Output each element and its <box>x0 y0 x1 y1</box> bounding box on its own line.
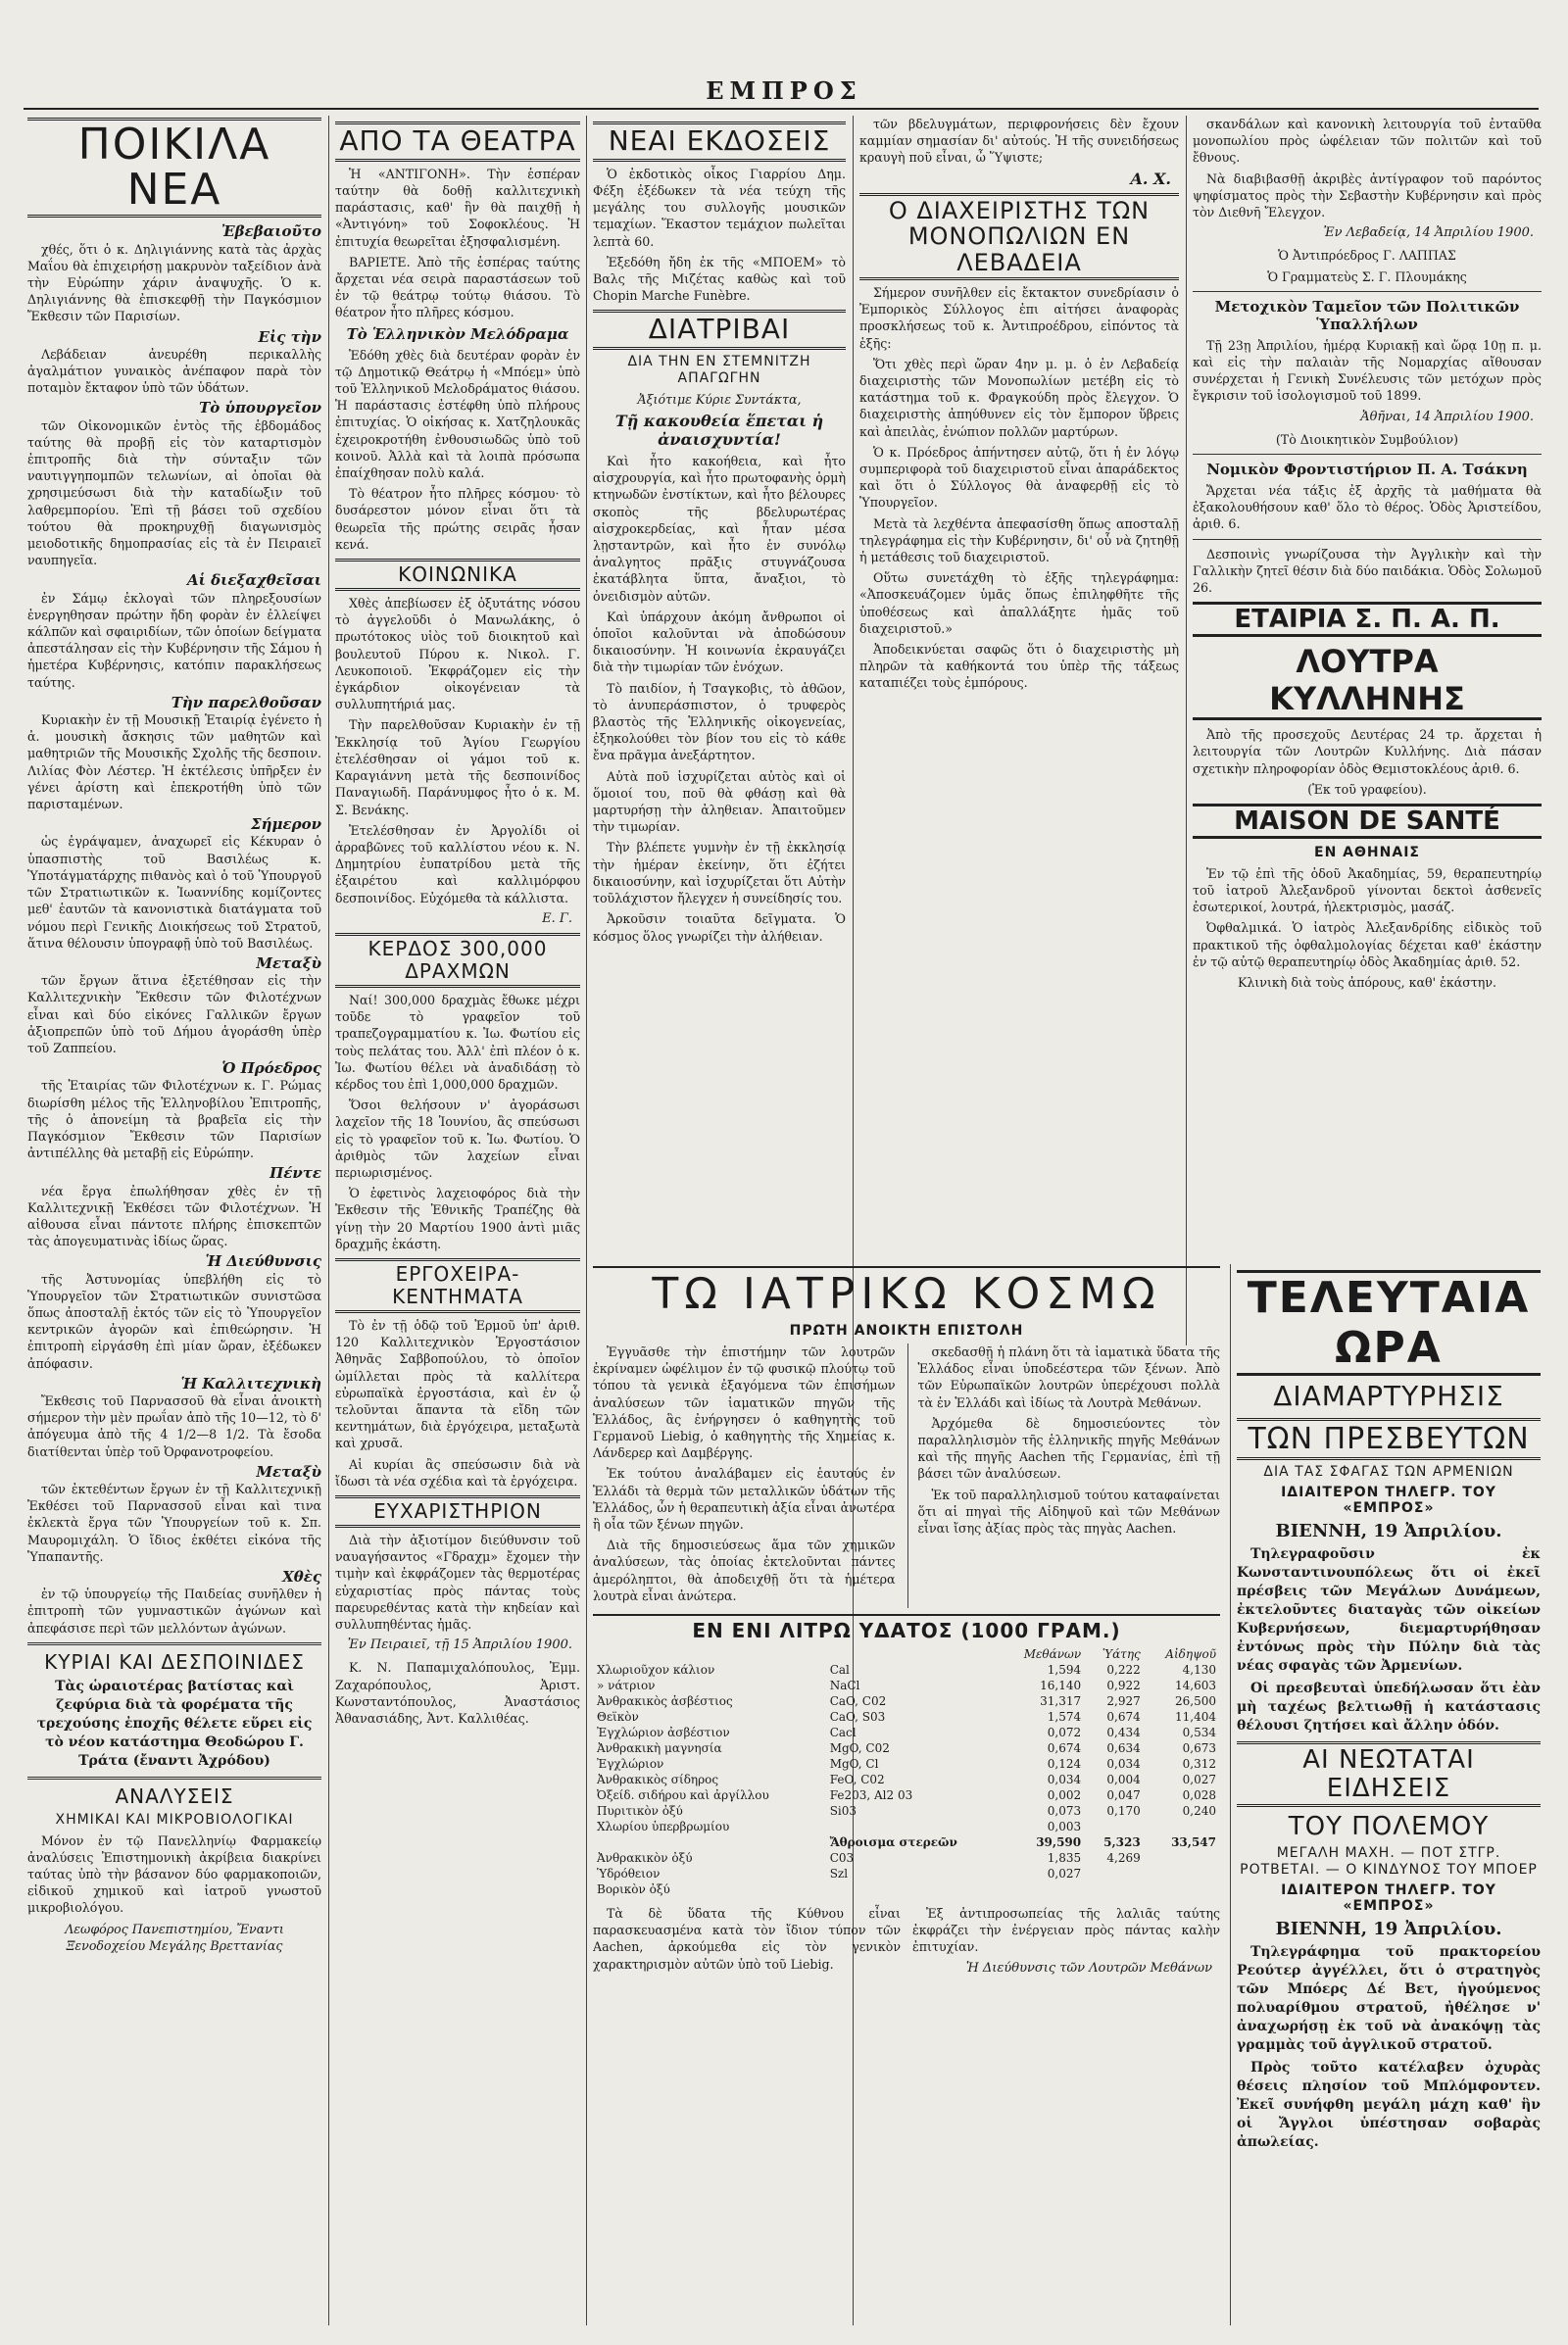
section-heading: ΑΠΟ ΤΑ ΘΕΑΤΡΑ <box>335 122 580 162</box>
section-banner: ΑΙ ΝΕΩΤΑΤΑΙ ΕΙΔΗΣΕΙΣ <box>1237 1741 1541 1807</box>
table-cell: 0,534 <box>1182 1726 1216 1740</box>
table-cell: 0,034 <box>1106 1757 1141 1772</box>
article-paragraph: Ἐκ τοῦ παραλληλισμοῦ τούτου καταφαίνεται ὅτι αἱ πηγαὶ τῆς Αἰδηψοῦ καὶ τῶν Μεθάνων εἶναι ἴσης ἀξίας πρὸς τὰς πηγὰς Aachen. <box>917 1487 1220 1537</box>
table-cell: 0,047 <box>1106 1788 1141 1803</box>
ad-banner: ΛΟΥΤΡΑ ΚΥΛΛΗΝΗΣ <box>1193 643 1542 720</box>
table-row <box>593 1850 1220 1866</box>
article-paragraph: Χθὲς ἀπεβίωσεν ἐξ ὀξυτάτης νόσου τὸ ἀγγελοῦδι ὁ Μανωλάκης, ὁ πρωτότοκος υἱὸς τοῦ διοικητοῦ καὶ βουλευτοῦ Πύρου κ. Νικολ. Γ. Λευκοποιοῦ. Ἐκφράζομεν εἰς τὴν ἐγκάρδιον οἰκογένειαν τὰ συλλυπητήριά μας. <box>335 596 580 712</box>
table-cell: » νάτριον <box>597 1679 656 1693</box>
table-cell: Ὀξείδ. σιδήρου καὶ ἀργίλλου <box>597 1788 769 1803</box>
table-cell: 0,922 <box>1106 1679 1141 1693</box>
news-item: Τὴν παρελθοῦσαν Κυριακὴν ἐν τῇ Μουσικῇ Ἑταιρίᾳ ἐγένετο ἡ ἀ. μουσικὴ ἄσκησις τῶν μαθητῶν καὶ μαθητριῶν τῆς Μουσικῆς Σχολῆς τῆς δεσποιν. Λιλίας Φὸν Λέστερ. Ἡ ἐκτέλεσις ὑπῆρξεν ἐν γένει ἀρίστη καὶ ἐπεκροτήθη ὑπὸ τῶν παρισταμένων. <box>27 693 321 812</box>
article-paragraph: Ὁ ἐφετινὸς λαχειοφόρος διὰ τὴν Ἐκθεσιν τῆς Ἐθνικῆς Τραπέζης θὰ γίνῃ τὴν 20 Μαρτίου 1900 ἀντὶ μιᾶς δραχμῆς ἑκάστη. <box>335 1186 580 1251</box>
table-row <box>593 1866 1220 1881</box>
subheading: ΔΙΑ ΤΗΝ ΕΝ ΣΤΕΜΝΙΤΖΗ ΑΠΑΓΩΓΗΝ <box>627 354 811 387</box>
notice-text: Κλινικὴ διὰ τοὺς ἀπόρους, καθ' ἑκάστην. <box>1237 975 1497 991</box>
table-cell: 5,323 <box>1103 1835 1141 1850</box>
table-cell: 33,547 <box>1171 1835 1216 1850</box>
section-heading: ΝΕΑΙ ΕΚΔΟΣΕΙΣ <box>593 122 846 162</box>
subheading: ΔΙΑΜΑΡΤΥΡΗΣΙΣ <box>1273 1380 1504 1412</box>
table-row <box>593 1740 1220 1756</box>
article-paragraph: Ἐκ τούτου ἀναλάβαμεν εἰς ἑαυτούς ἐν Ἑλλάδι τὰ θερμὰ τῶν μεταλλικῶν ὑδάτων τῆς Ἑλλάδος, ὧν ἡ θεραπευτικὴ ἀξία εἶναι ἀνωτέρα ἢ οἷα τῶν ξένων πηγῶν. <box>593 1466 896 1533</box>
table-title: ΕΝ ΕΝΙ ΛΙΤΡΩ ΥΔΑΤΟΣ (1000 ΓΡΑΜ.) <box>593 1614 1220 1642</box>
table-cell: 4,130 <box>1182 1663 1216 1678</box>
ad-subtitle: ΧΗΜΙΚΑΙ ΚΑΙ ΜΙΚΡΟΒΙΟΛΟΓΙΚΑΙ <box>55 1811 294 1828</box>
article-paragraph: Μετὰ τὰ λεχθέντα ἀπεφασίσθη ὅπως αποσταλῇ τηλεγράφημα εἰς τὴν Κυβέρνησιν, δι' οὗ νὰ ζητηθῇ ἡ μετάθεσις τοῦ διαχειριστοῦ. <box>859 515 1179 565</box>
table-cell: Si03 <box>829 1804 858 1819</box>
pull-quote: Τῇ κακουθεία ἕπεται ἡ ἀναισχυντία! <box>614 412 824 450</box>
dateline: ΒΙΕΝΝΗ, 19 Ἀπριλίου. <box>1275 1919 1502 1940</box>
news-item: Χθὲς ἐν τῷ ὑπουργείῳ τῆς Παιδείας συνῆλθεν ἡ ἐπιτροπὴ τῶν γυμναστικῶν ἀγώνων καὶ ἀπεφάσισε περὶ τῶν μελλόντων ἀγώνων. <box>27 1568 321 1636</box>
letter-columns <box>593 1343 1220 1608</box>
table-cell: 0,004 <box>1106 1773 1141 1787</box>
section-heading: ΕΥΧΑΡΙΣΤΗΡΙΟΝ <box>335 1495 580 1528</box>
notice-text: Ἄρχεται νέα τάξις ἐξ ἀρχῆς τὰ μαθήματα θὰ ἐξακολουθήσουν καθ' ὅλο τὸ θέρος. Ὁδὸς Ἀριστείδου, ἀριθ. 6. <box>1193 483 1542 532</box>
table-cell: 4,269 <box>1106 1851 1141 1866</box>
table-row <box>593 1725 1220 1740</box>
news-item: Ἡ Διεύθυνσις τῆς Ἀστυνομίας ὑπεβλήθη εἰς τὸ Ὑπουργεῖον τῶν Στρατιωτικῶν συνιστῶσα ὅπως ἀποσταλῇ ἐκτός τῶν εἰς τὸ Ὑπουργεῖον κεντρικῶν ἀγορῶν καὶ ἐπιθεώρησιν. Ἡ ἐπιτροπὴ εἰργάσθη ἐπὶ μίαν ὥραν, ἐξέδωκεν ἀπόφασιν. <box>27 1252 321 1371</box>
table-cell: Ἄθροισμα στερεῶν <box>829 1835 957 1850</box>
section-heading: ΚΕΡΔΟΣ 300,000 ΔΡΑΧΜΩΝ <box>335 933 580 988</box>
table-cell: 11,404 <box>1175 1710 1216 1725</box>
table-row <box>593 1662 1220 1678</box>
divider <box>27 1642 321 1645</box>
article-paragraph: Ἐξ ἀντιπροσωπείας τῆς λαλιᾶς ταύτης ἐκφράζει τὴν ἐνέργειαν πρὸς πάντας καλὴν ἐπιτυχίαν. <box>912 1906 1220 1955</box>
article-paragraph: Ἐξεδόθη ἤδη ἐκ τῆς «ΜΠΟΕΜ» τὸ Βαλς τῆς Μιζέτας καθὼς καὶ τοῦ Chopin Marche Funèbre. <box>593 254 846 304</box>
table-row <box>593 1772 1220 1787</box>
article-paragraph: Σήμερον συνῆλθεν εἰς ἔκτακτον συνεδρίασιν ὁ Ἐμπορικὸς Σύλλογος ἐπι αἰτήσει ἀναφορὰς προσκλήσεως τοῦ κ. Ἀντιπροέδρου, εἰπόντος τὰ ἑξῆς: <box>859 284 1179 351</box>
signatories: Κ. Ν. Παπαμιχαλόπουλος, Ἐμμ. Ζαχαρόπουλος, Ἀριστ. Κωνσταντόπουλος, Ἀναστάσιος Ἀθανασιάδης, Ἀντ. Καλλιθέας. <box>335 1660 580 1727</box>
article-paragraph: Αὐτὰ ποῦ ἰσχυρίζεται αὐτὸς καὶ οἱ ὅμοιοί του, ποῦ θὰ φθάσῃ καὶ θὰ μαρτυρήσῃ τὴν ἀληθειαν. Ἀπαιτοῦμεν τὴν τιμωρίαν. <box>593 768 846 835</box>
section-heading: Ο ΔΙΑΧΕΙΡΙΣΤΗΣ ΤΩΝ ΜΟΝΟΠΩΛΙΩΝ ΕΝ ΛΕΒΑΔΕΙΑ <box>859 193 1179 280</box>
notice-text: Ἀπὸ τῆς προσεχοῦς Δευτέρας 24 τρ. ἄρχεται ἡ λειτουργία τῶν Λουτρῶν Κυλλήνης. Διὰ πάσαν σχετικὴν πληροφορίαν ὁδὸς Θεμιστοκλέους ἀριθ. 6. <box>1193 727 1542 776</box>
table-cell: 14,603 <box>1175 1679 1216 1693</box>
table-cell: 2,927 <box>1106 1694 1141 1709</box>
table-cell: 0,073 <box>1047 1804 1082 1819</box>
news-item: Σήμερον ὡς ἐγράψαμεν, ἀναχωρεῖ εἰς Κέκυραν ὁ ὑπασπιστὴς τοῦ Βασιλέως κ. Ὑποτάγματάρχης πιθανὸς καὶ ὁ τοῦ Ὑπουργοῦ τῶν Στρατιωτικῶν κ. Ἰωαννίδης κομίζοντες μεθ' ἑαυτῶν τὰ κανονιστικὰ διατάγματα τοῦ νόμου περὶ Γενικῆς Διοικήσεως τοῦ Στρατοῦ, ἅτινα θέλουσιν ὑπογραφῇ ὑπὸ τοῦ Βασιλέως. <box>27 815 321 951</box>
news-item: Μεταξὺ τῶν ἐκτεθέντων ἔργων ἐν τῇ Καλλιτεχνικῇ Ἐκθέσει τοῦ Παρνασσοῦ εἶναι καὶ τινα ἐκλεκτὰ ἔργα τῶν Ὑπουργείων τοῦ κ. Σπ. Μαυρομιχάλη. Ὁ ἴδιος ἐκθέτει εἰκόνα τῆς Ὑπαπαντῆς. <box>27 1462 321 1564</box>
table-cell: Πυριτικὸν ὀξύ <box>597 1804 683 1819</box>
divider <box>1193 539 1542 540</box>
subheading: ΜΕΓΑΛΗ ΜΑΧΗ. — ΠΟΤ ΣΤΓΡ. ΡΟΤΒΕΤΑΙ. — Ο ΚΙΝΔΥΝΟΣ ΤΟΥ ΜΠΟΕΡ <box>1240 1844 1538 1878</box>
signature: Α. Χ. <box>1130 169 1171 188</box>
table-cell: Χλωρίου ὑπερβρωμίου <box>597 1820 730 1834</box>
notice-title: Νομικὸν Φροντιστήριον Π. Α. Τσάκνη <box>1206 461 1528 479</box>
table-cell: CaO, S03 <box>829 1710 886 1725</box>
subheading: Τὸ Ἑλληνικὸν Μελόδραμα <box>346 324 569 343</box>
article-paragraph: Οὕτω συνετάχθη τὸ ἑξῆς τηλεγράφημα: «Ἀποσκευάζομεν ὑμᾶς ὅπως ἐπιληφθῆτε τῆς ὑποθέσεως καὶ ἀπαλλάξητε ἡμᾶς τοῦ διαχειριστοῦ.» <box>859 570 1179 636</box>
section-heading: ΔΙΑΤΡΙΒΑΙ <box>593 310 846 350</box>
table-cell: 1,835 <box>1047 1851 1082 1866</box>
column-new-editions <box>593 116 846 998</box>
table-cell: 0,634 <box>1106 1741 1141 1756</box>
article-paragraph: Οἱ πρεσβευταὶ ὑπεδήλωσαν ὅτι ἐὰν μὴ ταχέως βελτιωθῇ ἡ κατάστασις θέλουσι ζητήσει καὶ ἄλλην ὁδόν. <box>1237 1681 1541 1734</box>
article-paragraph: Τηλεγραφοῦσιν ἐκ Κωνσταντινουπόλεως ὅτι οἱ ἐκεῖ πρέσβεις τῶν Μεγάλων Δυνάμεων, ἐκτελοῦντες διαταγὰς τῶν οἰκείων Κυβερνήσεων, διεμαρτυρήθησαν ἐντόνως πρὸς τὴν Πύλην διὰ τὰς νέας σφαγὰς τῶν Ἀρμενίων. <box>1237 1546 1541 1675</box>
column-poikila <box>27 116 321 2325</box>
table-cell: 39,590 <box>1036 1835 1082 1850</box>
article-paragraph: τῶν βδελυγμάτων, περιφρονήσεις δὲν ἔχουν καμμίαν σημασίαν δι' αὐτούς. Ἡ τῆς συνειδήσεως κραυγὴ ποῦ εἶναι, ὦ Ὕψιστε; <box>859 117 1179 166</box>
signature: (Ἐκ τοῦ γραφείου). <box>1307 781 1427 797</box>
ad-title: ΚΥΡΙΑΙ ΚΑΙ ΔΕΣΠΟΙΝΙΔΕΣ <box>44 1649 305 1674</box>
table-header-row: Μεθάνων Ὑάτης Αἰδηψοῦ <box>1023 1647 1216 1662</box>
news-item: Ἐβεβαιοῦτο χθές, ὅτι ὁ κ. Δηλιγιάννης κατὰ τὰς ἀρχὰς Μαΐου θὰ ἐπιχειρήσῃ μακρυνὸν ταξείδιον ἀνὰ τὴν Εὐρώπην χάριν ἀναψυχῆς. Ὁ κ. Δηλιγιάννης θὰ ἐπισκεφθῇ τὴν Παγκόσμιον Ἔκθεσιν τῶν Παρισίων. <box>27 222 321 324</box>
table-cell <box>593 1834 826 1850</box>
news-item: Ὁ Πρόεδρος τῆς Ἑταιρίας τῶν Φιλοτέχνων κ. Γ. Ρώμας διωρίσθη μέλος τῆς Ἑλληνοβίλου Ἐπιτροπῆς, τῆς ὁ ἀπονείμη τὰ βραβεῖα εἰς τὴν Παγκόσμιον Ἔκθεσιν τῶν Παρισίων ἀντιπέλλης θὰ μεταβῇ εἰς Εὐρώπην. <box>27 1059 321 1161</box>
news-item: Εἰς τὴν Λεβάδειαν ἀνευρέθη περικαλλὴς ἀγαλμάτιον γυναικὸς ἀνέπαφον παρὰ τὸν ποταμὸν ἔκταφον ὑπὸ τῶν ὑδάτων. <box>27 327 321 396</box>
table-cell <box>1145 1881 1220 1897</box>
article-paragraph: Ναί! 300,000 δραχμὰς ἔθωκε μέχρι τοῦδε τὸ γραφεῖον τοῦ τραπεζογραμματίου κ. Ἰω. Φωτίου εἰς τοὺς πελάτας του. Ἀλλ' ἐπὶ πλέον ὁ κ. Ἰω. Φωτίου θέλει νὰ ἀναδιδάσῃ τὸ κέρδος του ἐπὶ 1,000,000 δραχμῶν. <box>335 992 580 1092</box>
notice-text: Τῇ 23ῃ Ἀπριλίου, ἡμέρᾳ Κυριακῇ καὶ ὥρᾳ 10ῃ π. μ. καὶ εἰς τὴν παλαιὰν τῆς Νομαρχίας αἴθουσαν συνέρχεται ἡ Γενικὴ Συνέλευσις τῶν μετόχων πρὸς ἔγκρισιν τοῦ ἰσολογισμοῦ τοῦ 1899. <box>1193 337 1542 404</box>
article-paragraph: Τὸ παιδίον, ἡ Τσαγκοβις, τὸ ἀθῶον, τὸ ἀνυπεράσπιστον, ὁ τρυφερὸς βλαστὸς τῆς Ἑλληνικῆς οἰκογενείας, ἐξηκολούθει τὸν βίον του εἰς τὸ κάθε ἔνα πρᾶγμα ἀνεξάρτητον. <box>593 680 846 763</box>
table-cell <box>1145 1866 1220 1881</box>
news-item: Τὸ ὑπουργεῖον τῶν Οἰκονομικῶν ἐντὸς τῆς ἑβδομάδος ταύτης θὰ προβῇ εἰς τὸν καταρτισμὸν ἐπιτροπῆς διὰ τὴν σύνταξιν τῶν ναυτιγγηπομπῶν τελωνίων, αἱ ὁποῖαι θὰ χρησιμεύσωσι διὰ τὴν καταδίωξιν τοῦ λαθρεμπορίου. Ἐπὶ τῇ βάσει τοῦ σχεδίου τούτου θὰ προκηρυχθῇ διαγωνισμὸς μειοδοτικῆς δημοπρασίας εἰς τὰ ἐν Πειραιεῖ ναυπηγεῖα. <box>27 399 321 568</box>
table-cell: Fe203, Al2 03 <box>829 1788 913 1803</box>
telegram-label: ΙΔΙΑΙΤΕΡΟΝ ΤΗΛΕΓΡ. ΤΟΥ «ΕΜΠΡΟΣ» <box>1281 1881 1496 1915</box>
section-heading: ΕΡΓΟΧΕΙΡΑ-ΚΕΝΤΗΜΑΤΑ <box>335 1258 580 1313</box>
column-rule <box>328 116 329 2325</box>
table-cell <box>1085 1881 1145 1897</box>
table-cell: Ἐγχλώριον <box>597 1757 664 1772</box>
table-cell: 0,027 <box>1047 1867 1082 1881</box>
table-cell: 0,003 <box>1047 1820 1082 1834</box>
article-paragraph: Τὸ ἐν τῇ ὁδῷ τοῦ Ἑρμοῦ ὑπ' ἀριθ. 120 Καλλιτεχνικὸν Ἐργοστάσιον Ἀθηνᾶς Σαββοπούλου, τὸ ὁποῖον ὡμίλλεται πρὸς τὰ καλλίτερα εὐρωπαϊκὰ ἐργοστάσια, καὶ ἐν ᾧ τελοῦνται ἅπαντα τὰ εἴδη τῶν κεντημάτων, διὰ ἐργόχειρα, μεταξωτὰ καὶ χρυσᾶ. <box>335 1317 580 1451</box>
table-cell <box>1001 1881 1085 1897</box>
table-cell: Χλωριοῦχον κάλιον <box>597 1663 715 1678</box>
divider <box>1193 454 1542 455</box>
table-cell: 0,674 <box>1106 1710 1141 1725</box>
table-row <box>593 1693 1220 1709</box>
medical-letter <box>593 1264 1220 2327</box>
section-banner: ΤΕΛΕΥΤΑΙΑ ΩΡΑ <box>1237 1270 1541 1376</box>
dateline: ΒΙΕΝΝΗ, 19 Ἀπριλίου. <box>1275 1521 1502 1542</box>
news-item: Ἡ Καλλιτεχνικὴ Ἔκθεσις τοῦ Παρνασσοῦ θὰ εἶναι ἀνοικτὴ σήμερον τὴν μὲν πρωΐαν ἀπὸ τῆς 10—12, τὸ δ' ἀπόγευμα ἀπὸ τῆς 4 1/2—8 1/2. Τὰ ἔσοδα διατίθενται ὑπὲρ τοῦ Ὀρφανοτροφείου. <box>27 1374 321 1459</box>
table-cell: MgO, C02 <box>829 1741 890 1756</box>
letter-closing <box>912 1905 1220 1982</box>
table-cell: 0,027 <box>1182 1773 1216 1787</box>
table-cell: 0,312 <box>1182 1757 1216 1772</box>
table-cell: 0,673 <box>1182 1741 1216 1756</box>
news-item: Μεταξὺ τῶν ἔργων ἅτινα ἐξετέθησαν εἰς τὴν Καλλιτεχνικὴν Ἔκθεσιν τῶν Φιλοτέχνων εἶναι καὶ δύο εἰκόνες Γαλλικῶν ἔργων ἀξιοπρεπῶν ὑπὸ τοῦ Δήμου ἀγοράσθη ὑπὲρ τοῦ Ζαππείου. <box>27 953 321 1055</box>
column-rule <box>1230 1264 1231 2325</box>
table-cell: 0,002 <box>1047 1788 1082 1803</box>
table-cell: Βορικὸν ὀξύ <box>597 1882 670 1897</box>
article-paragraph: Ἀρχόμεθα δὲ δημοσιεύοντες τὸν παραλληλισμὸν τῆς ἑλληνικῆς πηγῆς Μεθάνων καὶ τῆς πηγῆς Aachen τῆς Γερμανίας, ἐπὶ τῇ βάσει τῶν ἀναλύσεων. <box>917 1415 1220 1482</box>
table-cell: Ἀνθρακικὸς ἀσβέστιος <box>597 1694 733 1709</box>
table-cell: 1,594 <box>1047 1663 1082 1678</box>
column-rule <box>1186 116 1187 1345</box>
table-cell: 0,028 <box>1182 1788 1216 1803</box>
ad-subtitle: ΕΝ ΑΘΗΝΑΙΣ <box>1314 845 1420 861</box>
table-cell: Θεϊκὸν <box>597 1710 639 1725</box>
article-paragraph: Τὴν παρελθοῦσαν Κυριακὴν ἐν τῇ Ἐκκλησίᾳ τοῦ Ἁγίου Γεωργίου ἐτελέσθησαν οἱ γάμοι τοῦ κ. Καραγιάννη μετὰ τῆς δεσποινίδος Παναγιωδῆ. Παράνυμφος ἦτο ὁ κ. Μ. Σ. Βενάκης. <box>335 717 580 817</box>
article-paragraph: Πρὸς τοῦτο κατέλαβεν ὀχυρὰς θέσεις πλησίον τοῦ Μπλόμφοντεν. Ἐκεῖ συνήφθη μεγάλη μάχη καθ' ἣν οἱ Ἄγγλοι ὑπέστησαν σοβαρὰς ἀπωλείας. <box>1237 2060 1541 2151</box>
article-paragraph: Αἱ κυρίαι ἂς σπεύσωσιν διὰ νὰ ἴδωσι τὰ νέα σχέδια καὶ τὰ ἐργόχειρα. <box>335 1456 580 1489</box>
ad-banner: MAISON DE SANTÉ <box>1193 804 1542 839</box>
table-row <box>593 1819 1220 1834</box>
table-cell: 16,140 <box>1040 1679 1082 1693</box>
column-rule <box>586 116 587 2325</box>
table-cell: 0,072 <box>1047 1726 1082 1740</box>
table-sum-row <box>593 1834 1220 1850</box>
table-cell: Ἀνθρακικὸν ὀξύ <box>597 1851 693 1866</box>
article-paragraph: Διὰ τῆς δημοσιεύσεως ἅμα τῶν χημικῶν ἀναλύσεων, τὰς ὁποίας ἐκτελοῦνται πάντες ἀμερόληπτοι, θὰ ἀποδειχθῇ ὅτι τὰ ἡμέτερα λουτρὰ εἶναι ἀνώτερα. <box>593 1538 896 1603</box>
subheading: ΔΙΑ ΤΑΣ ΣΦΑΓΑΣ ΤΩΝ ΑΡΜΕΝΙΩΝ <box>1263 1463 1514 1480</box>
news-item: Αἱ διεξαχθεῖσαι ἐν Σάμῳ ἐκλογαὶ τῶν πληρεξουσίων ἐνεργηθησαν πρώτην ἤδη φορὰν ἐν ἐλλείψει κάλπῶν καὶ σφαιριδίων, τῶν ὁποίων δείγματα ἀπεστάλησαν εἰς τὴν Κυβέρνησιν τῆς Σάμου ἡ ἡμετέρα Κυβέρνησις, κατόπιν παρακλήσεως ταύτης. <box>27 571 321 690</box>
table-cell: 0,124 <box>1047 1757 1082 1772</box>
article-paragraph: σκανδάλων καὶ κανονικὴ λειτουργία τοῦ ἐνταῦθα μονοπωλίου πρὸς ὠφέλειαν τῶν πολιτῶν καὶ τοῦ ἔθνους. <box>1193 117 1542 166</box>
column-monopolies <box>859 116 1179 998</box>
table-cell: FeO, C02 <box>829 1773 885 1787</box>
notice-text: Δεσποινὶς γνωρίζουσα τὴν Ἀγγλικὴν καὶ τὴν Γαλλικὴν ζητεῖ θέσιν διὰ δύο παιδάκια. Ὁδὸς Σολωμοῦ 26. <box>1193 546 1542 596</box>
column-notices <box>1193 116 1542 1257</box>
table-cell: 31,317 <box>1040 1694 1082 1709</box>
table-cell: Ὑδρόθειον <box>597 1867 661 1881</box>
article-paragraph: Ἐδόθη χθὲς διὰ δευτέραν φορὰν ἐν τῷ Δημοτικῷ Θεάτρῳ ἡ «Μπόεμ» ὑπὸ τοῦ Ἑλληνικοῦ Μελοδράματος θιάσου. Ἡ παράστασις ἐστέφθη ὑπὸ πλήρους ἐπιτυχίας. Ὁ οἰκήσας κ. Χατζηλουκᾶς ἐχειροκροτήθη ἐνθουσιωδῶς ὑπὸ τοῦ κοινοῦ. Ἀλλὰ καὶ τὰ λοιπὰ πρόσωπα ἐπαίχθησαν πολὺ καλά. <box>335 347 580 481</box>
table-cell <box>1145 1819 1220 1834</box>
table-row <box>593 1678 1220 1693</box>
table-cell: 0,222 <box>1106 1663 1141 1678</box>
article-paragraph: Ἀρκοῦσιν τοιαῦτα δεῖγματα. Ὁ κόσμος ὅλος γνωρίζει τὴν ἀλήθειαν. <box>593 911 846 944</box>
top-rule <box>24 108 1539 110</box>
signature: Ε. Γ. <box>542 910 572 926</box>
table-cell: Cacl <box>829 1726 857 1740</box>
article-paragraph: Ἡ «ΑΝΤΙΓΟΝΗ». Τὴν ἑσπέραν ταύτην θὰ δοθῇ καλλιτεχνικὴ παράστασις, καθ' ἣν θὰ παιχθῇ ἡ «Ἀντιγόνη» τοῦ Σοφοκλέους. Ἡ ἐπιτυχία θεωρεῖται ἐξησφαλισμένη. <box>335 166 580 249</box>
table-cell: 0,240 <box>1182 1804 1216 1819</box>
article-paragraph: Τὴν βλέπετε γυμνὴν ἐν τῇ ἐκκλησίᾳ τὴν ἡμέραν ἐκείνην, ὅτι ἐζήτει δικαιοσύνην, καὶ ἰσχυρίζεται ὅτι Αὐτὴν τοῦλάχιστον ἤλεγχεν ἡ συνείδησίς του. <box>593 840 846 906</box>
table-cell <box>826 1819 1002 1834</box>
divider <box>1193 291 1542 292</box>
table-cell: 0,034 <box>1047 1773 1082 1787</box>
table-cell: 0,434 <box>1106 1726 1141 1740</box>
article-paragraph: Ὅτι χθὲς περὶ ὥραν 4ην μ. μ. ὁ ἐν Λεβαδείᾳ διαχειριστὴς τῶν Μονοπωλίων μετέβη εἰς τὸ κατάστημα τοῦ κ. Φραγκούδη πρὸς ἔλεγχον. Ὁ διαχειριστὴς ἀπηύθυνεν εἰς τὸν ἔμπορον ὕβρεις καὶ ἀπειλὰς, ἐνώπιον πολλῶν μαρτύρων. <box>859 356 1179 439</box>
table-cell: Szl <box>829 1867 849 1881</box>
notice-title: Μετοχικὸν Ταμεῖον τῶν Πολιτικῶν Ὑπαλλήλων <box>1214 297 1520 333</box>
notice-text: Ἐν τῷ ἐπὶ τῆς ὁδοῦ Ἀκαδημίας, 59, θεραπευτηρίῳ τοῦ ἰατροῦ Ἀλεξανδροῦ γίνονται δεκτοὶ ἀσθενεῖς ἐσωτερικοί, λουτρά, ἠλεκτρισμὸς, μασάζ. <box>1193 865 1542 915</box>
article-paragraph: Ὁ ἐκδοτικὸς οἶκος Γιαρρίου Δημ. Φέξη ἐξέδωκεν τὰ νέα τεύχη τῆς μεγάλης του συλλογῆς μουσικῶν τεμαχίων. Ἕκαστον τεμάχιον πωλεῖται λεπτὰ 60. <box>593 166 846 249</box>
ad-text: Τὰς ὡραιοτέρας βατίστας καὶ ζεφύρια διὰ τὰ φορέματα τῆς τρεχούσης ἐποχῆς θέλετε εὕρει εἰς τὸ νέον κατάστημα Θεοδώρου Γ. Τράτα (ἔναντι Ἀχρόδου) <box>36 1678 313 1769</box>
table-row <box>593 1803 1220 1819</box>
ad-title: ΑΝΑΛΥΣΕΙΣ <box>115 1783 234 1808</box>
table-cell <box>826 1881 1002 1897</box>
article-paragraph: Τὰ δὲ ὕδατα τῆς Κύθνου εἶναι παρασκευασμένα κατὰ τὸν ἴδιον τύπον τῶν Aachen, ἀρκούμεθα εἰς τὸν γενικὸν χαρακτηρισμὸν αὐτῶν ὑπὸ τοῦ Liebig. <box>593 1906 901 1972</box>
signature: (Τὸ Διοικητικὸν Συμβούλιον) <box>1275 431 1459 447</box>
table-row <box>593 1756 1220 1772</box>
section-heading: ΠΟΙΚΙΛΑ ΝΕΑ <box>27 118 321 218</box>
letter-footer <box>593 1905 1220 1982</box>
dateline: Ἐν Λεβαδείᾳ, 14 Ἀπριλίου 1900. <box>1323 225 1534 241</box>
telegram-label: ΙΔΙΑΙΤΕΡΟΝ ΤΗΛΕΓΡ. ΤΟΥ «ΕΜΠΡΟΣ» <box>1281 1484 1496 1517</box>
article-paragraph: Ἐτελέσθησαν ἐν Ἀργολίδι οἱ ἀρραβῶνες τοῦ καλλίστου νέου κ. Ν. Δημητρίου ἐυπατρίδου μετὰ τῆς ἐξαιρέτου καὶ καλλιμόρφου δεσποινίδος. Εὐχόμεθα τὰ κάλλιστα. <box>335 822 580 905</box>
table-row <box>593 1881 1220 1897</box>
letter-column-right <box>907 1343 1221 1608</box>
dateline: Ἀθῆναι, 14 Ἀπριλίου 1900. <box>1360 409 1534 424</box>
table-cell: 0,170 <box>1106 1804 1141 1819</box>
table-cell: CaO, C02 <box>829 1694 887 1709</box>
table-cell: Ἐγχλώριον ἀσβέστιον <box>597 1726 730 1740</box>
section-heading: ΤΩ ΙΑΤΡΙΚΩ ΚΟΣΜΩ <box>593 1266 1220 1317</box>
masthead: ΕΜΠΡΟΣ <box>706 76 862 105</box>
ad-text: Μόνον ἐν τῷ Πανελληνίῳ Φαρμακείῳ ἀναλύσεις Ἐπιστημονικὴ ἀκρίβεια διακρίνει ταύτας ὑπὸ τὴν βάσανον δύο φαρμακοποιῶν, εἰδικοῦ χημικοῦ καὶ ἰατροῦ γνωστοῦ μικροβιολόγου. <box>27 1832 321 1916</box>
article-paragraph: Ἀποδεικνύεται σαφῶς ὅτι ὁ διαχειριστὴς μὴ πληρῶν τὰ καθήκοντά του ὑπὲρ τῆς τάξεως καταπιέζει τοὺς ἐμπόρους. <box>859 642 1179 691</box>
article-paragraph: ΒΑΡΙΕΤΕ. Ἀπὸ τῆς ἑσπέρας ταύτης ἄρχεται νέα σειρὰ παραστάσεων τοῦ ἐν τῷ θεάτρῳ τούτῳ θιάσου. Τὸ θέατρον ἦτο πλῆρες κόσμου. <box>335 254 580 320</box>
column-theatres <box>335 116 580 2325</box>
table-cell: 1,574 <box>1047 1710 1082 1725</box>
divider <box>27 1777 321 1780</box>
section-heading: ΚΟΙΝΩΝΙΚΑ <box>335 559 580 591</box>
table-cell: MgO, Cl <box>829 1757 879 1772</box>
table-cell <box>1145 1850 1220 1866</box>
article-paragraph: Τηλεγράφημα τοῦ πρακτορείου Ρεούτερ ἀγγέλλει, ὅτι ὁ στρατηγὸς τῶν Μπόερς Δέ Βετ, ἡγούμενος πολυαρίθμου στρατοῦ, ἠθέλησε ν' ἀναχωρήσῃ ἐκ τοῦ νὰ ἀνακόψῃ τὰς γραμμὰς τοῦ ἀγγλικοῦ στρατοῦ. <box>1237 1944 1541 2054</box>
signature: Ὁ Γραμματεὺς Σ. Γ. Πλουμάκης <box>1267 269 1467 284</box>
subheading: ΤΩΝ ΠΡΕΣΒΕΥΤΩΝ <box>1237 1418 1541 1460</box>
table-row <box>593 1787 1220 1803</box>
article-paragraph: Καὶ ἦτο κακοήθεια, καὶ ἦτο αἰσχρουργία, καὶ ἦτο πρωτοφανὴς ὁρμὴ κτηνωδῶν ἐνστίκτων, καὶ ἦτο βέλουρες σκοπὸς τῆς βδελυρωτέρας αἰσχροκερδείας, καὶ ἦταν μέσα λῃσταντρῶν, καὶ ἦτο ἐν συνόλῳ ἀναλγητος πρᾶξις στυγνάζουσα ἐκατάβλητα ὕπτα, ἄναξιοι, τὸ ὀνειδισμὸν αὐτῶν. <box>593 454 846 604</box>
table-cell <box>1085 1819 1145 1834</box>
table-cell: 26,500 <box>1175 1694 1216 1709</box>
article-paragraph: Νὰ διαβιβασθῇ ἀκριβὲς ἀντίγραφον τοῦ παρόντος ψηφίσματος πρὸς τὴν Σεβαστὴν Κυβέρνησιν καὶ πρὸς τὸν Διεθνῆ Ἔλεγχον. <box>1193 171 1542 220</box>
salutation: Ἀξιότιμε Κύριε Συντάκτα, <box>637 391 802 407</box>
table-cell: Ἀνθρακικὴ μαγνησία <box>597 1741 722 1756</box>
table-cell: Ἀνθρακικὸς σίδηρος <box>597 1773 719 1787</box>
table-cell: 0,674 <box>1047 1741 1082 1756</box>
subheading: ΠΡΩΤΗ ΑΝΟΙΚΤΗ ΕΠΙΣΤΟΛΗ <box>789 1323 1024 1340</box>
article-paragraph: Τὸ θέατρον ἦτο πλῆρες κόσμου· τὸ δυσάρεστον μόνον εἶναι ὅτι τὰ θεωρεῖα τῆς πρώτης σειρᾶς ἦσαν κενά. <box>335 486 580 552</box>
ad-banner: ΕΤΑΙΡΙΑ Σ. Π. Α. Π. <box>1193 602 1542 637</box>
table-cell <box>1085 1866 1145 1881</box>
signature: Ὁ Ἀντιπρόεδρος Γ. ΛΑΠΠΑΣ <box>1278 248 1456 264</box>
article-paragraph: Διὰ τὴν ἀξιοτίμον διεύθυνσιν τοῦ ναυαγήσαντος «Γδραχμ» ἔχομεν τὴν τιμὴν καὶ ἐκφράζομεν τὰς θερμοτέρας εὐχαριστίας πρὸς πάντας τοὺς παρευρεθέντας κατὰ τὴν κηδείαν καὶ συλλυπηθέντας ἡμᾶς. <box>335 1533 580 1633</box>
section-banner: ΤΟΥ ΠΟΛΕΜΟΥ <box>1288 1812 1490 1842</box>
article-paragraph: Καὶ ὑπάρχουν ἀκόμη ἄνθρωποι οἱ ὁποῖοι καλοῦνται νὰ ἀποδώσουν δικαιοσύνην. Ἡ κοινωνία ἐκραυγάζει διὰ τὴν τιμωρίαν τῶν ἐνόχων. <box>593 609 846 675</box>
article-paragraph: Ὁ κ. Πρόεδρος ἀπήντησεν αὐτῷ, ὅτι ἡ ἐν λόγῳ συμπεριφορὰ τοῦ διαχειριστοῦ εἶναι ἀπαράδεκτος καὶ ὅτι ὁ Σύλλογος θὰ ἀναφερθῇ εἰς τὸ Ὑπουργεῖον. <box>859 444 1179 511</box>
article-paragraph: σκεδασθῇ ἡ πλάνη ὅτι τὰ ἰαματικὰ ὕδατα τῆς Ἑλλάδος εἶναι ὑποδεέστερα τῶν ξένων. Ἀπὸ τῶν Εὐρωπαϊκῶν λουτρῶν ὑπερέχουσι πολλὰ τὰ ἐν Ἑλλάδι καὶ ἰδίως τὰ Λουτρὰ Μεθάνων. <box>917 1343 1220 1410</box>
table-cell: NaCl <box>829 1679 860 1693</box>
table-cell: C03 <box>829 1851 855 1866</box>
article-paragraph: Ὅσοι θελήσουν ν' ἀγοράσωσι λαχεῖον τῆς 18 Ἰουνίου, ἂς σπεύσωσι εἰς τὸ γραφεῖον τοῦ κ. Ἰω. Φωτίου. Ὁ ἀριθμὸς τῶν λαχείων εἶναι περιωρισμένος. <box>335 1098 580 1180</box>
water-analysis-table <box>593 1646 1220 1897</box>
signature: Ἡ Διεύθυνσις τῶν Λουτρῶν Μεθάνων <box>965 1960 1212 1976</box>
table-cell: Cal <box>829 1663 850 1678</box>
column-last-hour <box>1237 1264 1541 2327</box>
table-row <box>593 1709 1220 1725</box>
notice-text: Ὀφθαλμικά. Ὁ ἰατρὸς Ἀλεξανδρίδης εἰδικὸς τοῦ πρακτικοῦ τῆς ὀφθαλμολογίας δέχεται καθ' ἑκάστην ἐν τῷ αὐτῷ θεραπευτηρίῳ ὁδὸς Ἀκαδημίας ἀριθ. 52. <box>1193 920 1542 969</box>
news-item: Πέντε νέα ἔργα ἐπωλήθησαν χθὲς ἐν τῇ Καλλιτεχνικῇ Ἐκθέσει τῶν Φιλοτέχνων. Ἡ αἰθουσα εἶναι πάντοτε πλήρης ἐπισκεπτῶν τὰς ἀπογευματινὰς ἰδίως ὥρας. <box>27 1164 321 1249</box>
letter-column-left <box>593 1343 896 1608</box>
dateline: Ἐν Πειραιεῖ, τῇ 15 Ἀπριλίου 1900. <box>347 1637 572 1653</box>
ad-address: Λεωφόρος Πανεπιστημίου, Ἔναντι Ξενοδοχείου Μεγάλης Βρεττανίας <box>65 1921 284 1953</box>
article-paragraph: Ἐγγυᾶσθε τὴν ἐπιστήμην τῶν λουτρῶν ἐκρίναμεν ὠφέλιμον ἐν τῷ φυσικῷ πλούτῳ τοῦ τόπου τὰ γενικὰ ἐξαγόμενα τῶν ἐπισήμων ἀναλύσεων τῶν ἰαματικῶν πηγῶν τῆς Ἑλλάδος, ἃς ἐνήργησεν ὁ καθηγητὴς τοῦ Γερμανοῦ Liebig, ὁ καθηγητὴς τῆς Χημείας κ. Λάνδερερ καὶ Δαμβέργης. <box>593 1343 896 1461</box>
